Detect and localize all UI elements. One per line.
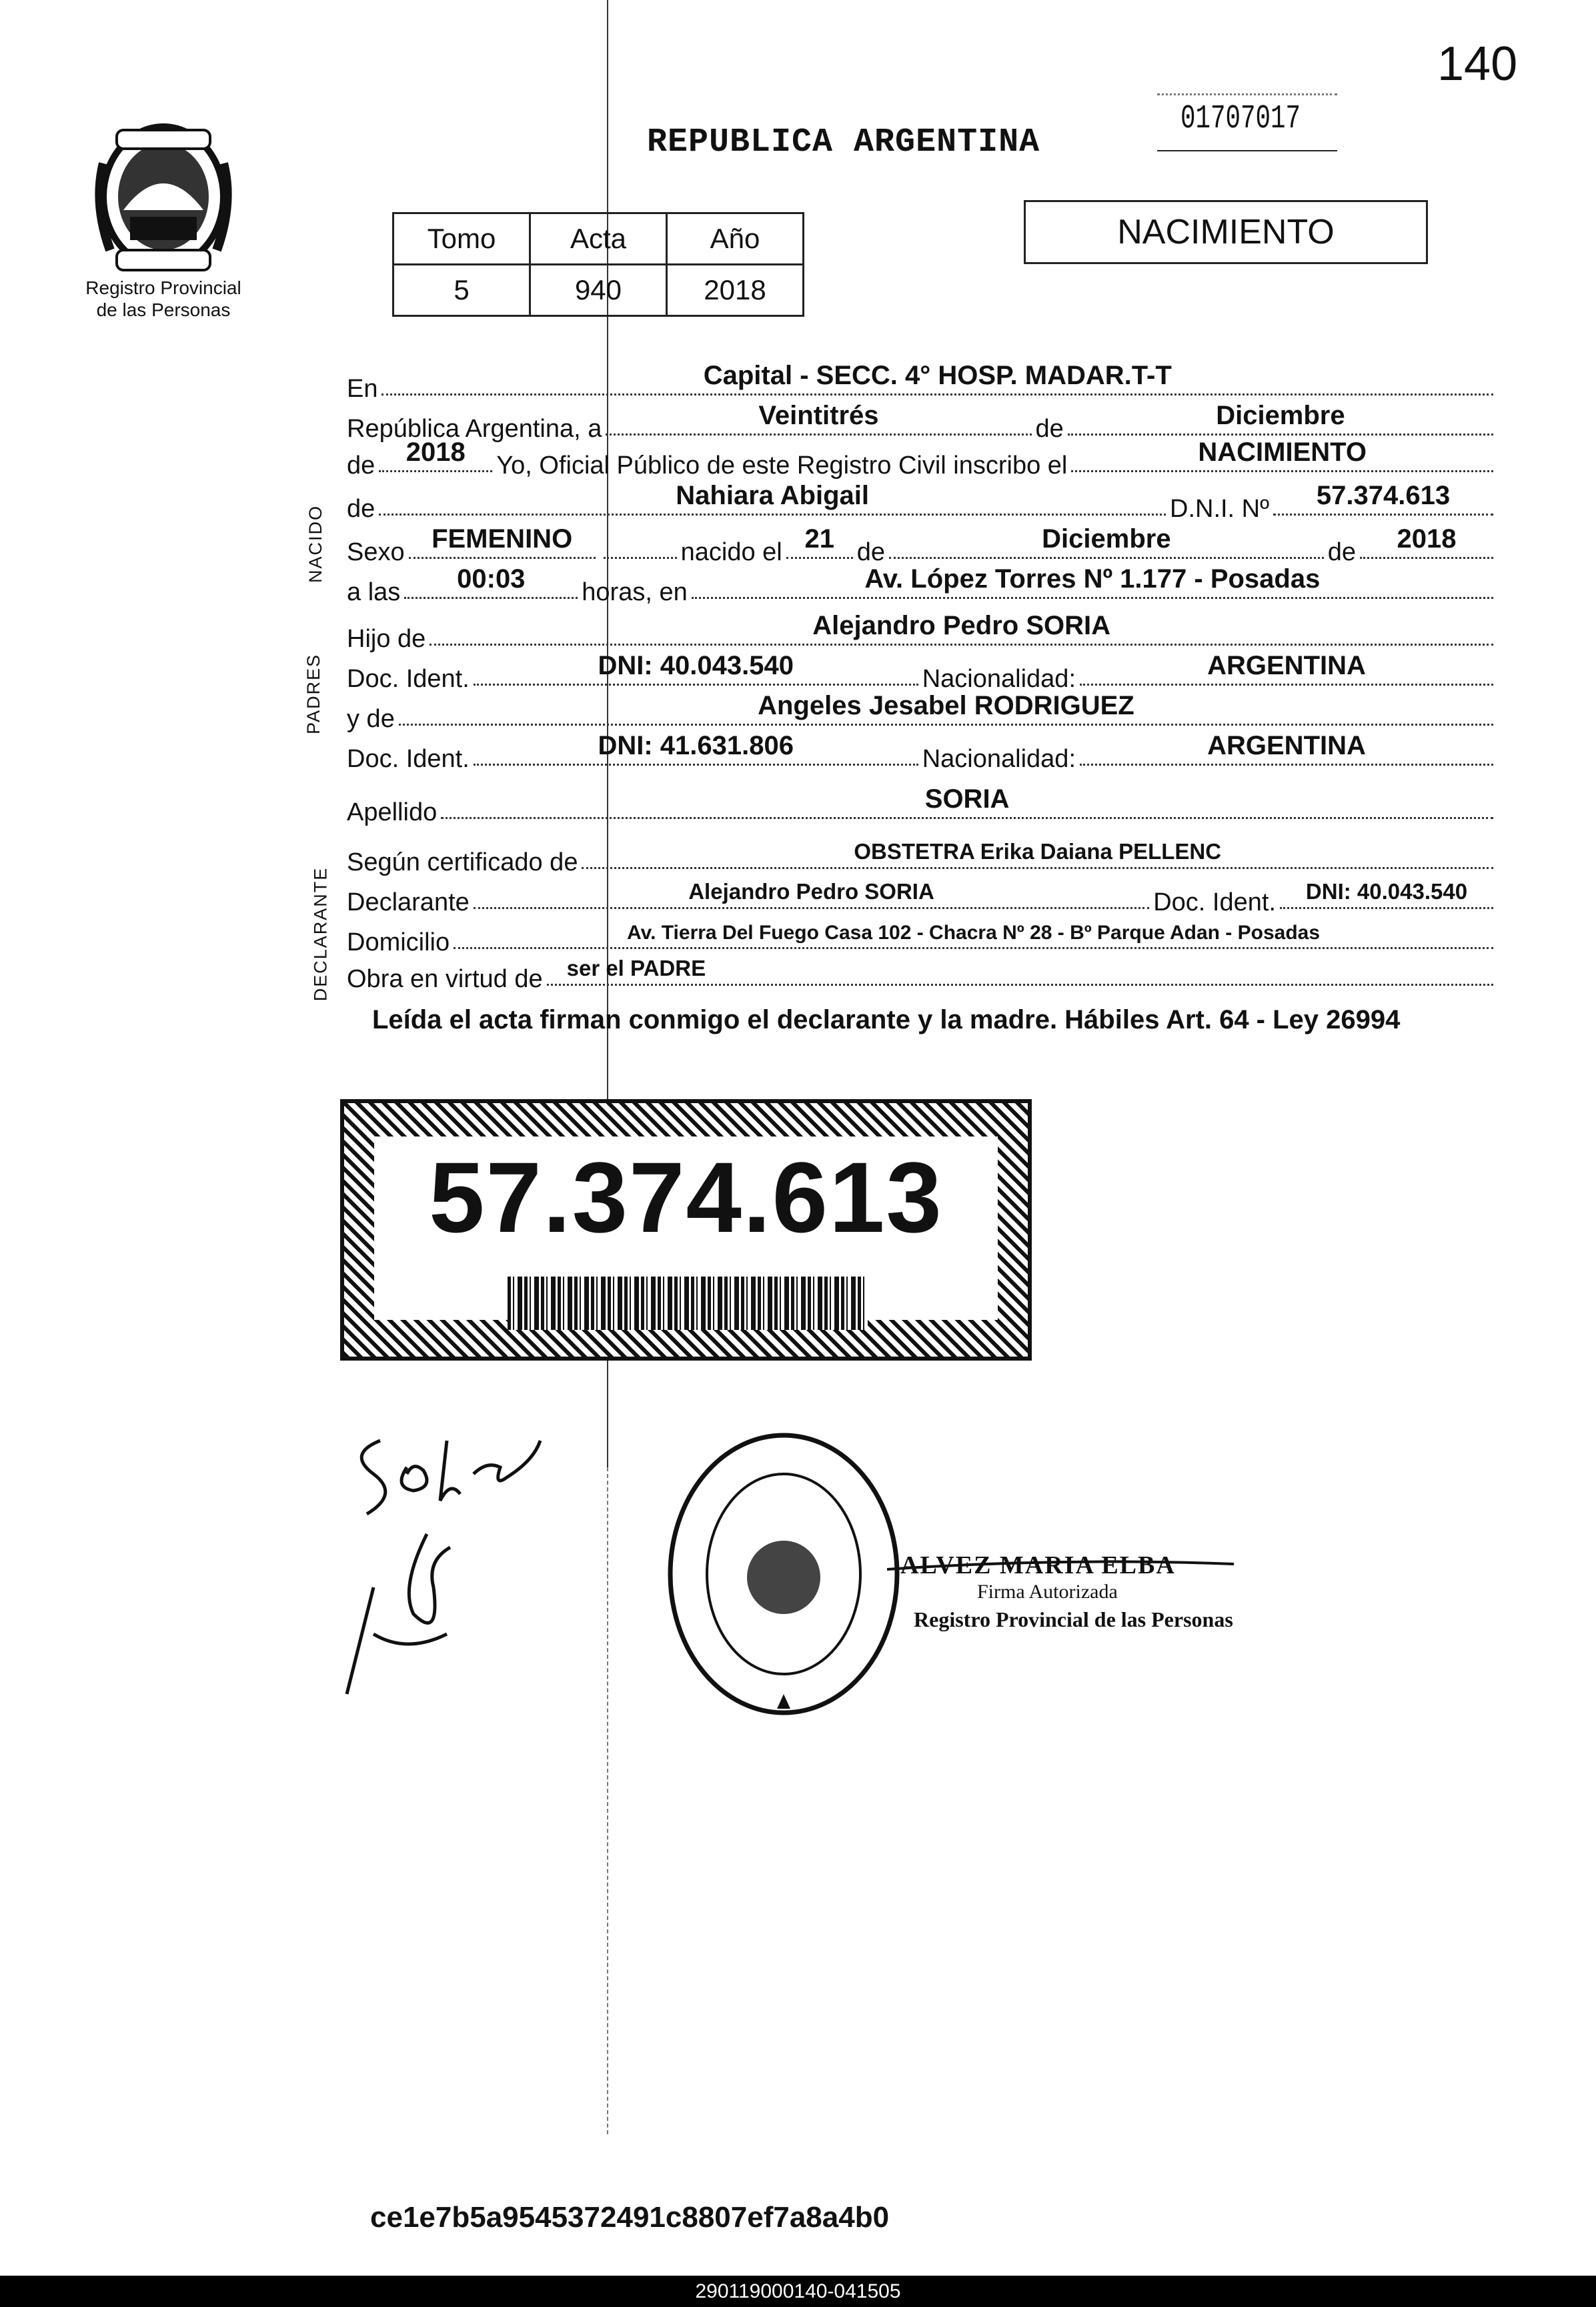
row-hora: a las 00:03 horas, en Av. López Torres Nº 1.177 - Posadas bbox=[347, 567, 1497, 607]
declarant-name-value: Alejandro Pedro SORIA bbox=[688, 879, 934, 904]
declarant-dni-value: DNI: 40.043.540 bbox=[1305, 879, 1468, 904]
page-number: 140 bbox=[1437, 37, 1518, 91]
reason-value: ser el PADRE bbox=[566, 956, 706, 980]
section-nacido-label: NACIDO bbox=[305, 504, 326, 584]
record-type-box: NACIMIENTO bbox=[1024, 200, 1428, 264]
mother-dni-value: DNI: 41.631.806 bbox=[598, 731, 794, 760]
ano-header: Año bbox=[667, 213, 804, 265]
child-name-value: Nahiara Abigail bbox=[676, 481, 869, 510]
row-en: En Capital - SECC. 4° HOSP. MADAR.T-T bbox=[347, 363, 1497, 404]
registry-label: Registro Provincial de las Personas bbox=[85, 277, 241, 320]
row-name: de Nahiara Abigail D.N.I. Nº 57.374.613 bbox=[347, 484, 1497, 524]
row-doc2: Doc. Ident. DNI: 41.631.806 Nacionalidad: ARGENTINA bbox=[347, 734, 1497, 774]
sticker-number: 57.374.613 bbox=[429, 1141, 943, 1253]
closing-statement: Leída el acta firman conmigo el declarante y la madre. Hábiles Art. 64 - Ley 26994 bbox=[372, 1005, 1401, 1034]
signer-name: ALVEZ MARIA ELBA bbox=[900, 1551, 1176, 1579]
document-hash: ce1e7b5a9545372491c8807ef7a8a4b0 bbox=[370, 2201, 890, 2234]
birth-day-value: 21 bbox=[804, 524, 834, 554]
birth-year-value: 2018 bbox=[1397, 524, 1457, 554]
day-value: Veintitrés bbox=[758, 401, 879, 430]
row-madre: y de Angeles Jesabel RODRIGUEZ bbox=[347, 694, 1497, 734]
row-apellido: Apellido SORIA bbox=[347, 787, 1497, 827]
serial-rule bbox=[1157, 93, 1337, 95]
row-doc1: Doc. Ident. DNI: 40.043.540 Nacionalidad: ARGENTINA bbox=[347, 654, 1497, 694]
official-seal-icon bbox=[664, 1427, 904, 1721]
tomo-value: 5 bbox=[393, 265, 530, 316]
father-name-value: Alejandro Pedro SORIA bbox=[812, 611, 1111, 640]
row-sexo: Sexo FEMENINO nacido el 21 de Diciembre de 2018 bbox=[347, 527, 1497, 567]
birth-month-value: Diciembre bbox=[1042, 524, 1171, 554]
row-republica: República Argentina, a Veintitrés de Diciembre bbox=[347, 404, 1497, 444]
certificate-value: OBSTETRA Erika Daiana PELLENC bbox=[854, 839, 1222, 864]
footer-code: 290119000140-041505 bbox=[0, 2276, 1596, 2307]
serial-underline bbox=[1157, 150, 1337, 151]
child-dni-value: 57.374.613 bbox=[1316, 481, 1451, 510]
dni-sticker bbox=[340, 1099, 1032, 1361]
signature-strike-icon bbox=[887, 1557, 1234, 1577]
month-value: Diciembre bbox=[1216, 401, 1345, 430]
mother-nationality-value: ARGENTINA bbox=[1207, 731, 1366, 760]
signer-office: Registro Provincial de las Personas bbox=[914, 1607, 1233, 1631]
mother-name-value: Angeles Jesabel RODRIGUEZ bbox=[758, 691, 1134, 720]
handwritten-signature-icon bbox=[333, 1414, 560, 1707]
year-value: 2018 bbox=[406, 438, 466, 467]
serial-number: 01707017 bbox=[1180, 100, 1301, 138]
father-dni-value: DNI: 40.043.540 bbox=[598, 651, 794, 680]
surname-value: SORIA bbox=[924, 784, 1010, 814]
birth-place-value: Av. López Torres Nº 1.177 - Posadas bbox=[864, 564, 1321, 594]
misiones-coat-of-arms-icon bbox=[90, 117, 237, 277]
row-obra: Obra en virtud de ser el PADRE bbox=[347, 954, 1497, 994]
address-value: Av. Tierra Del Fuego Casa 102 - Chacra Nº 28 - Bº Parque Adan - Posadas bbox=[627, 922, 1321, 944]
country-heading: REPUBLICA ARGENTINA bbox=[647, 123, 1040, 161]
signer-title: Firma Autorizada bbox=[977, 1581, 1118, 1603]
row-segun: Según certificado de OBSTETRA Erika Daiana PELLENC bbox=[347, 837, 1497, 877]
row-domicilio: Domicilio Av. Tierra Del Fuego Casa 102 - Chacra Nº 28 - Bº Parque Adan - Posadas bbox=[347, 917, 1497, 957]
inscription-value: NACIMIENTO bbox=[1198, 438, 1367, 467]
place-value: Capital - SECC. 4° HOSP. MADAR.T-T bbox=[703, 361, 1172, 390]
fold-line-dashed bbox=[607, 1467, 610, 2134]
ano-value: 2018 bbox=[667, 265, 804, 316]
birth-time-value: 00:03 bbox=[457, 564, 526, 594]
acta-value: 940 bbox=[530, 265, 667, 316]
book-table bbox=[392, 212, 804, 317]
barcode-icon bbox=[508, 1277, 868, 1330]
row-declarante: Declarante Alejandro Pedro SORIA Doc. Ident. DNI: 40.043.540 bbox=[347, 877, 1497, 917]
section-declarante-label: DECLARANTE bbox=[310, 866, 331, 1002]
sex-value: FEMENINO bbox=[432, 524, 573, 554]
row-padre: Hijo de Alejandro Pedro SORIA bbox=[347, 614, 1497, 654]
tomo-header: Tomo bbox=[393, 213, 530, 265]
row-year: de 2018 Yo, Oficial Público de este Registro Civil inscribo el NACIMIENTO bbox=[347, 440, 1497, 480]
father-nationality-value: ARGENTINA bbox=[1207, 651, 1366, 680]
section-padres-label: PADRES bbox=[303, 653, 324, 735]
acta-header: Acta bbox=[530, 213, 667, 265]
